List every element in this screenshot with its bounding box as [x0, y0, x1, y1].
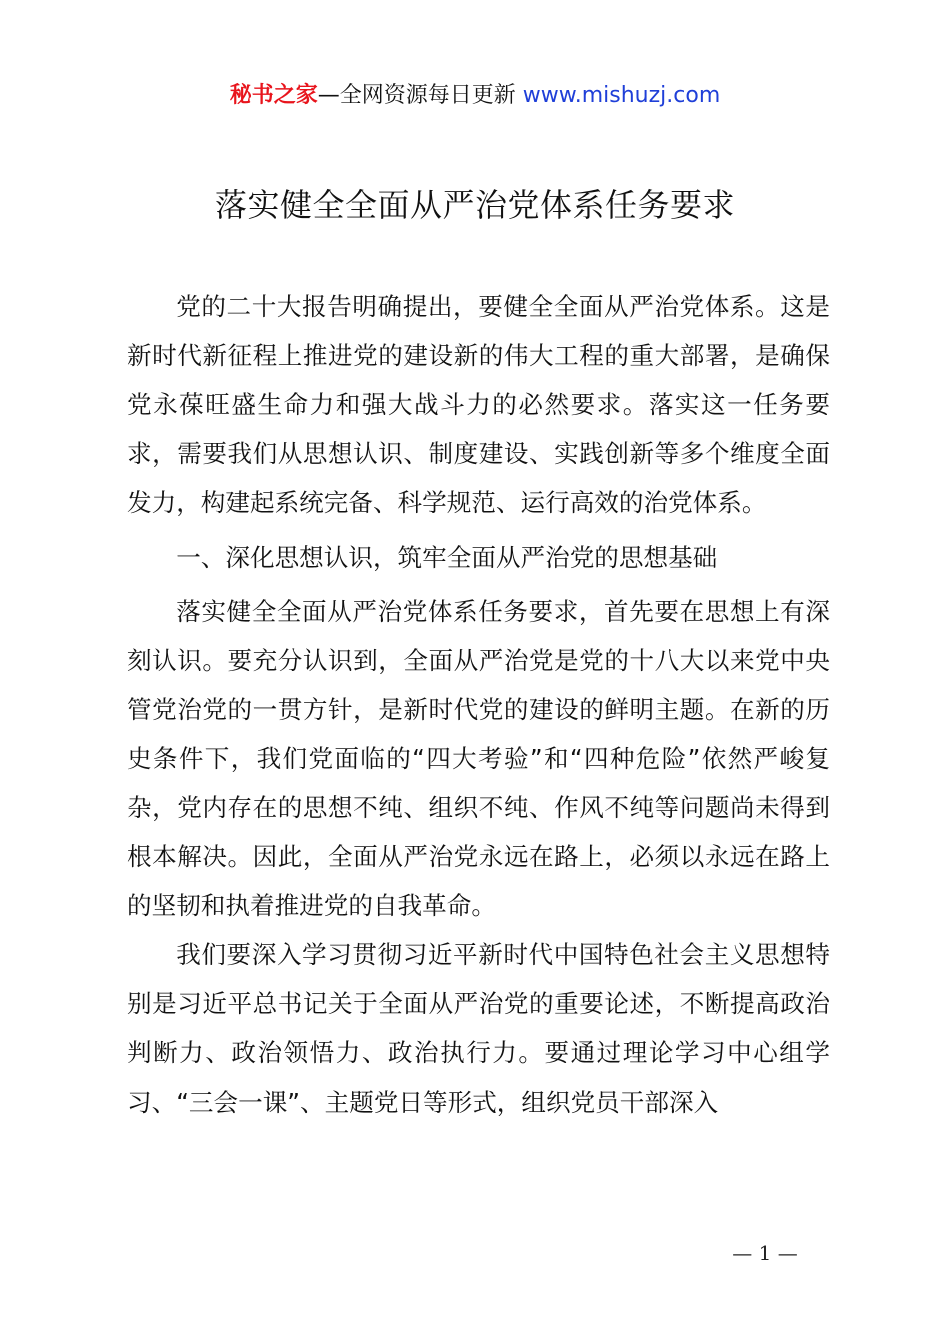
- document-title: 落实健全全面从严治党体系任务要求: [214, 186, 735, 224]
- page-number: — 1 —: [732, 1241, 798, 1265]
- site-tagline: —全网资源每日更新: [317, 83, 516, 108]
- site-url-link[interactable]: www.mishuzj.com: [522, 83, 721, 108]
- paragraph-2: 我们要深入学习贯彻习近平新时代中国特色社会主义思想特别是习近平总书记关于全面从严治党的重要论述，不断提高政治判断力、政治领悟力、政治执行力。要通过理论学习中心组学习、“三会一课”、主题党日等形式，组织党员干部深入: [127, 940, 830, 1117]
- site-header: [0, 80, 950, 112]
- site-brand: 秘书之家: [229, 83, 318, 108]
- section-heading-1: 一、深化思想认识，筑牢全面从严治党的思想基础: [176, 543, 718, 573]
- paragraph-intro: 党的二十大报告明确提出，要健全全面从严治党体系。这是新时代新征程上推进党的建设新的伟大工程的重大部署，是确保党永葆旺盛生命力和强大战斗力的必然要求。落实这一任务要求，需要我们从思想认识、制度建设、实践创新等多个维度全面发力，构建起系统完备、科学规范、运行高效的治党体系。: [127, 292, 830, 518]
- document-body: [127, 282, 830, 1127]
- paragraph-1: 落实健全全面从严治党体系任务要求，首先要在思想上有深刻认识。要充分认识到，全面从严治党是党的十八大以来党中央管党治党的一贯方针，是新时代党的建设的鲜明主题。在新的历史条件下，我们党面临的“四大考验”和“四种危险”依然严峻复杂，党内存在的思想不纯、组织不纯、作风不纯等问题尚未得到根本解决。因此，全面从严治党永远在路上，必须以永远在路上的坚韧和执着推进党的自我革命。: [127, 596, 830, 921]
